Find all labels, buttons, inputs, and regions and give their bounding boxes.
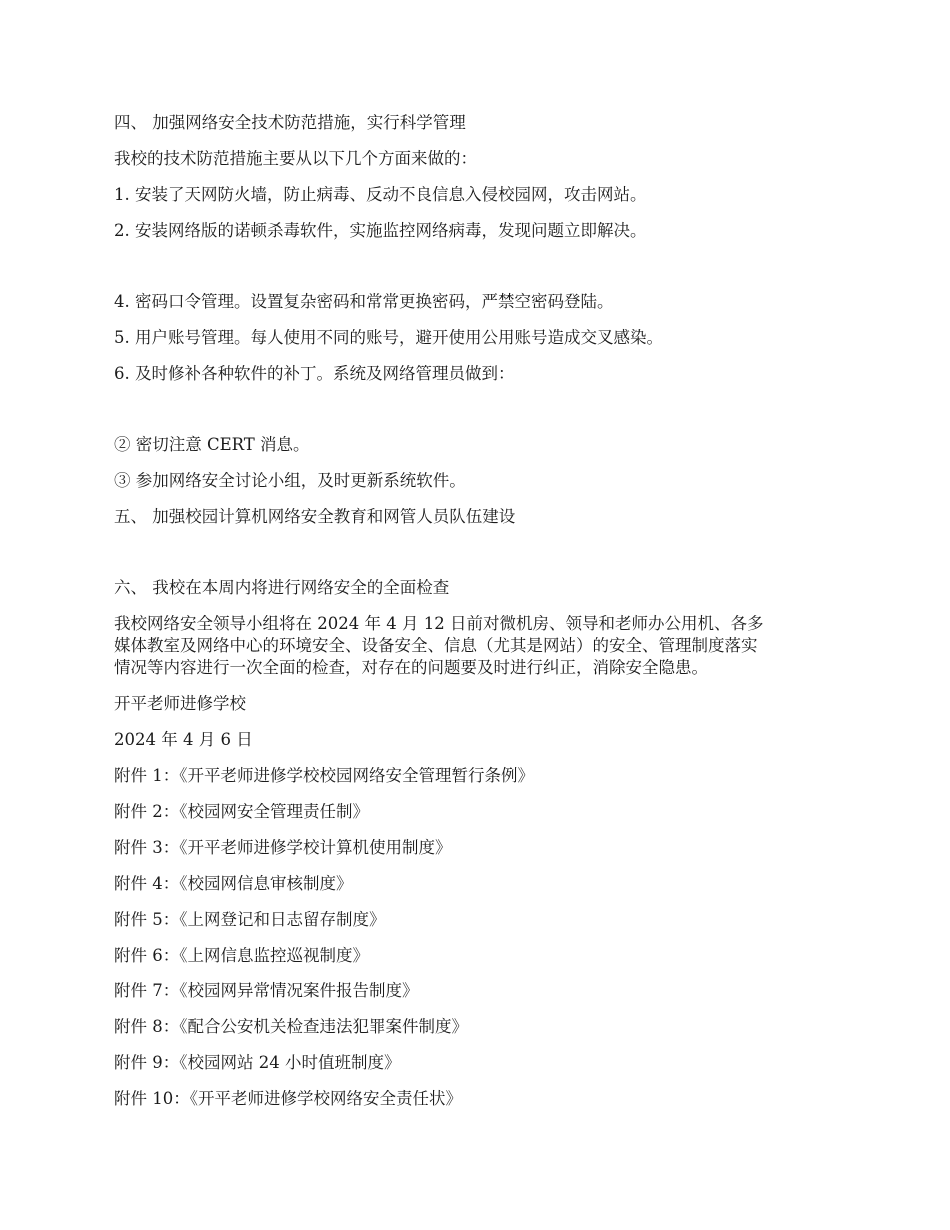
attachment-item: 附件 2：《校园网安全管理责任制》 xyxy=(114,802,369,821)
paragraph-line: 情况等内容进行一次全面的检查，对存在的问题要及时进行纠正，消除安全隐患。 xyxy=(114,658,708,677)
paragraph-line: 媒体教室及网络中心的环境安全、设备安全、信息（尤其是网站）的安全、管理制度落实 xyxy=(114,636,758,655)
attachment-item: 附件 3：《开平老师进修学校计算机使用制度》 xyxy=(114,838,452,857)
check-paragraph xyxy=(114,613,844,679)
sub-list-item: ③ 参加网络安全讨论小组，及时更新系统软件。 xyxy=(114,471,466,490)
attachment-item: 附件 4：《校园网信息审核制度》 xyxy=(114,874,353,893)
school-name: 开平老师进修学校 xyxy=(114,694,246,713)
intro-text: 我校的技术防范措施主要从以下几个方面来做的： xyxy=(114,149,477,168)
section-heading-5: 五、 加强校园计算机网络安全教育和网管人员队伍建设 xyxy=(114,507,516,526)
sub-list-item: ② 密切注意 CERT 消息。 xyxy=(114,435,310,454)
list-item: 5. 用户账号管理。每人使用不同的账号，避开使用公用账号造成交叉感染。 xyxy=(114,328,663,347)
list-item: 6. 及时修补各种软件的补丁。系统及网络管理员做到： xyxy=(114,364,515,383)
attachment-item: 附件 1：《开平老师进修学校校园网络安全管理暂行条例》 xyxy=(114,766,534,785)
list-item: 4. 密码口令管理。设置复杂密码和常常更换密码，严禁空密码登陆。 xyxy=(114,292,614,311)
attachment-item: 附件 6：《上网信息监控巡视制度》 xyxy=(114,946,369,965)
list-item: 1. 安装了天网防火墙，防止病毒、反动不良信息入侵校园网，攻击网站。 xyxy=(114,185,647,204)
attachment-item: 附件 8：《配合公安机关检查违法犯罪案件制度》 xyxy=(114,1017,468,1036)
section-heading-4: 四、 加强网络安全技术防范措施，实行科学管理 xyxy=(114,113,466,132)
attachment-item: 附件 10：《开平老师进修学校网络安全责任状》 xyxy=(114,1089,462,1108)
attachment-item: 附件 7：《校园网异常情况案件报告制度》 xyxy=(114,981,419,1000)
attachment-item: 附件 9：《校园网站 24 小时值班制度》 xyxy=(114,1053,401,1072)
paragraph-line: 我校网络安全领导小组将在 2024 年 4 月 12 日前对微机房、领导和老师办公用机、各多 xyxy=(114,614,764,633)
list-item: 2. 安装网络版的诺顿杀毒软件，实施监控网络病毒，发现问题立即解决。 xyxy=(114,221,647,240)
attachment-item: 附件 5：《上网登记和日志留存制度》 xyxy=(114,910,386,929)
document-date: 2024 年 4 月 6 日 xyxy=(114,730,253,749)
section-heading-6: 六、 我校在本周内将进行网络安全的全面检查 xyxy=(114,578,450,597)
